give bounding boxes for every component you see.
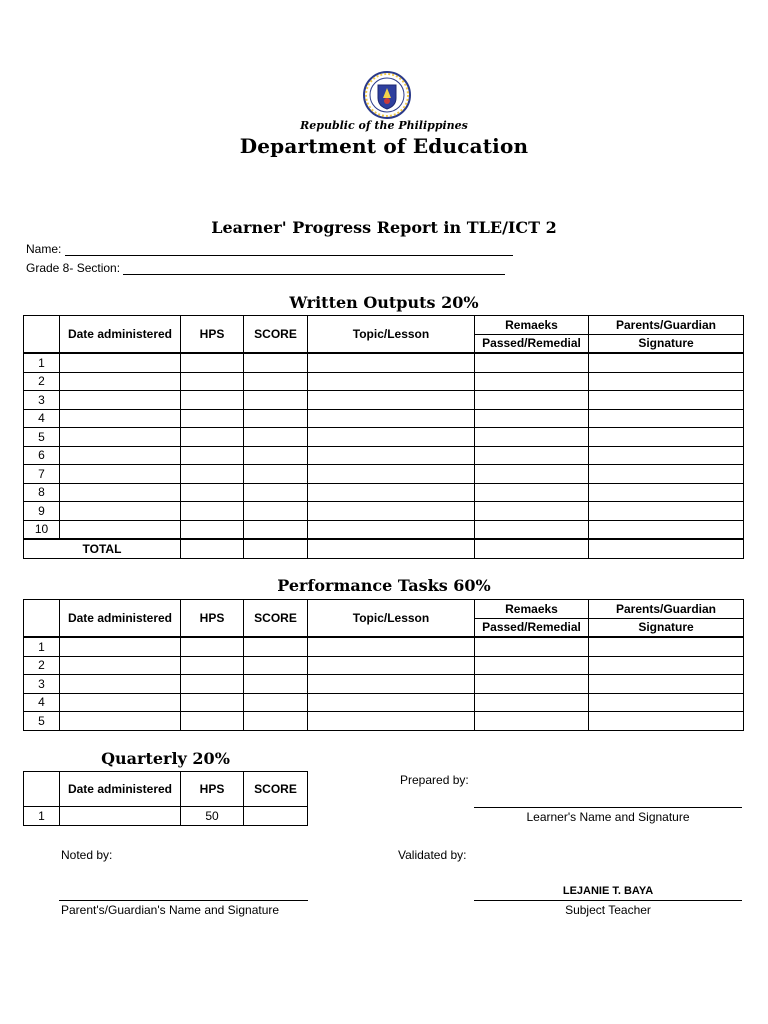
header-topic: Topic/Lesson (308, 316, 475, 354)
remarks-cell[interactable] (475, 391, 589, 410)
name-field-row (26, 242, 513, 256)
score-cell[interactable] (244, 372, 308, 391)
teacher-role: Subject Teacher (565, 903, 651, 917)
header-remarks-sub: Passed/Remedial (475, 618, 589, 637)
table-row (24, 502, 744, 521)
remarks-cell[interactable] (475, 353, 589, 372)
total-score-cell[interactable] (244, 539, 308, 558)
learner-signature-line[interactable] (474, 807, 742, 808)
total-topic-cell[interactable] (308, 539, 475, 558)
score-cell[interactable] (244, 712, 308, 731)
header-score: SCORE (244, 316, 308, 354)
topic-cell[interactable] (308, 637, 475, 656)
date-cell[interactable] (60, 428, 181, 447)
header-remarks: Remaeks (475, 600, 589, 619)
header-parents-sub: Signature (589, 334, 744, 353)
topic-cell[interactable] (308, 372, 475, 391)
header-parents: Parents/Guardian (589, 316, 744, 335)
written-outputs-title: Written Outputs 20% (289, 293, 479, 312)
noted-by-label: Noted by: (61, 848, 113, 862)
topic-cell[interactable] (308, 693, 475, 712)
header-blank (24, 772, 60, 807)
performance-tasks-table (23, 599, 744, 731)
name-field[interactable] (65, 244, 513, 256)
table-row (24, 428, 744, 447)
row-number: 6 (24, 446, 60, 465)
hps-cell[interactable] (181, 693, 244, 712)
score-cell[interactable] (244, 446, 308, 465)
date-cell[interactable] (60, 353, 181, 372)
signature-cell[interactable] (589, 409, 744, 428)
topic-cell[interactable] (308, 675, 475, 694)
score-cell[interactable] (244, 428, 308, 447)
remarks-cell[interactable] (475, 656, 589, 675)
date-cell[interactable] (60, 446, 181, 465)
row-number: 1 (24, 353, 60, 372)
topic-cell[interactable] (308, 502, 475, 521)
table-row (24, 675, 744, 694)
topic-cell[interactable] (308, 656, 475, 675)
score-cell[interactable] (244, 656, 308, 675)
header-blank (24, 316, 60, 354)
score-cell[interactable] (244, 502, 308, 521)
header-topic: Topic/Lesson (308, 600, 475, 638)
hps-cell[interactable] (181, 637, 244, 656)
table-row (24, 483, 744, 502)
row-number: 9 (24, 502, 60, 521)
date-cell[interactable] (60, 656, 181, 675)
topic-cell[interactable] (308, 446, 475, 465)
score-cell[interactable] (244, 483, 308, 502)
signature-cell[interactable] (589, 520, 744, 539)
remarks-cell[interactable] (475, 372, 589, 391)
date-cell[interactable] (60, 409, 181, 428)
grade-section-field[interactable] (123, 263, 505, 275)
signature-cell[interactable] (589, 637, 744, 656)
date-cell[interactable] (60, 372, 181, 391)
table-row (24, 353, 744, 372)
score-cell[interactable] (244, 520, 308, 539)
header-date: Date administered (60, 600, 181, 638)
topic-cell[interactable] (308, 520, 475, 539)
header-hps: HPS (181, 600, 244, 638)
remarks-cell[interactable] (475, 520, 589, 539)
hps-cell[interactable] (181, 502, 244, 521)
parent-signature-line[interactable] (59, 900, 308, 901)
parent-signature-caption: Parent's/Guardian's Name and Signature (61, 903, 280, 917)
row-number: 4 (24, 693, 60, 712)
remarks-cell[interactable] (475, 428, 589, 447)
learner-signature-caption: Learner's Name and Signature (526, 810, 690, 824)
total-hps-cell[interactable] (181, 539, 244, 558)
hps-cell[interactable] (181, 483, 244, 502)
row-number: 5 (24, 428, 60, 447)
row-number: 4 (24, 409, 60, 428)
table-row (24, 520, 744, 539)
grade-field-row (26, 261, 505, 275)
hps-cell[interactable] (181, 520, 244, 539)
topic-cell[interactable] (308, 428, 475, 447)
row-number: 3 (24, 675, 60, 694)
signature-cell[interactable] (589, 391, 744, 410)
topic-cell[interactable] (308, 409, 475, 428)
table-row (24, 409, 744, 428)
total-label: TOTAL (24, 539, 181, 558)
header-date: Date administered (60, 772, 181, 807)
table-row (24, 712, 744, 731)
prepared-by-label: Prepared by: (400, 773, 469, 787)
header-score: SCORE (244, 772, 308, 807)
row-number: 2 (24, 372, 60, 391)
header-parents-sub: Signature (589, 618, 744, 637)
hps-cell[interactable] (181, 675, 244, 694)
name-label: Name: (26, 242, 62, 256)
hps-cell[interactable] (181, 428, 244, 447)
signature-cell[interactable] (589, 465, 744, 484)
remarks-cell[interactable] (475, 483, 589, 502)
date-cell[interactable] (60, 502, 181, 521)
performance-tasks-title: Performance Tasks 60% (277, 576, 491, 595)
signature-cell[interactable] (589, 502, 744, 521)
total-signature-cell[interactable] (589, 539, 744, 558)
quarterly-title: Quarterly 20% (101, 749, 230, 768)
table-row (24, 391, 744, 410)
header-remarks: Remaeks (475, 316, 589, 335)
validated-by-label: Validated by: (398, 848, 467, 862)
row-number: 2 (24, 656, 60, 675)
row-number: 7 (24, 465, 60, 484)
hps-cell[interactable] (181, 353, 244, 372)
department-heading: Department of Education (239, 134, 529, 158)
header-parents: Parents/Guardian (589, 600, 744, 619)
date-cell[interactable] (60, 465, 181, 484)
table-row (24, 637, 744, 656)
date-cell[interactable] (60, 483, 181, 502)
quarterly-hps-value: 50 (181, 807, 244, 826)
date-cell[interactable] (60, 391, 181, 410)
hps-cell[interactable] (181, 409, 244, 428)
date-cell[interactable] (60, 675, 181, 694)
table-row (24, 656, 744, 675)
remarks-cell[interactable] (475, 675, 589, 694)
quarterly-date-cell[interactable] (60, 807, 181, 826)
score-cell[interactable] (244, 409, 308, 428)
date-cell[interactable] (60, 693, 181, 712)
row-number: 10 (24, 520, 60, 539)
topic-cell[interactable] (308, 391, 475, 410)
remarks-cell[interactable] (475, 502, 589, 521)
signature-cell[interactable] (589, 372, 744, 391)
score-cell[interactable] (244, 391, 308, 410)
row-number: 1 (24, 807, 60, 826)
quarterly-score-cell[interactable] (244, 807, 308, 826)
hps-cell[interactable] (181, 465, 244, 484)
topic-cell[interactable] (308, 483, 475, 502)
remarks-cell[interactable] (475, 637, 589, 656)
signature-cell[interactable] (589, 446, 744, 465)
remarks-cell[interactable] (475, 409, 589, 428)
hps-cell[interactable] (181, 712, 244, 731)
date-cell[interactable] (60, 637, 181, 656)
signature-cell[interactable] (589, 353, 744, 372)
header-remarks-sub: Passed/Remedial (475, 334, 589, 353)
hps-cell[interactable] (181, 656, 244, 675)
row-number: 5 (24, 712, 60, 731)
grade-section-label: Grade 8- Section: (26, 261, 121, 275)
signature-cell[interactable] (589, 656, 744, 675)
score-cell[interactable] (244, 465, 308, 484)
score-cell[interactable] (244, 675, 308, 694)
signature-cell[interactable] (589, 675, 744, 694)
header-blank (24, 600, 60, 638)
remarks-cell[interactable] (475, 465, 589, 484)
signature-cell[interactable] (589, 483, 744, 502)
score-cell[interactable] (244, 693, 308, 712)
score-cell[interactable] (244, 637, 308, 656)
remarks-cell[interactable] (475, 446, 589, 465)
total-remarks-cell[interactable] (475, 539, 589, 558)
row-number: 3 (24, 391, 60, 410)
header-hps: HPS (181, 772, 244, 807)
table-row (24, 372, 744, 391)
topic-cell[interactable] (308, 712, 475, 731)
remarks-cell[interactable] (475, 712, 589, 731)
table-row (24, 693, 744, 712)
quarterly-table (23, 771, 308, 826)
written-outputs-table (23, 315, 744, 559)
remarks-cell[interactable] (475, 693, 589, 712)
teacher-name: LEJANIE T. BAYA (562, 885, 654, 897)
deped-seal-logo (362, 70, 412, 120)
date-cell[interactable] (60, 712, 181, 731)
hps-cell[interactable] (181, 446, 244, 465)
row-number: 1 (24, 637, 60, 656)
topic-cell[interactable] (308, 353, 475, 372)
signature-cell[interactable] (589, 693, 744, 712)
page-title: Learner' Progress Report in TLE/ICT 2 (211, 218, 557, 237)
hps-cell[interactable] (181, 391, 244, 410)
row-number: 8 (24, 483, 60, 502)
hps-cell[interactable] (181, 372, 244, 391)
date-cell[interactable] (60, 520, 181, 539)
header-date: Date administered (60, 316, 181, 354)
republic-heading: Republic of the Philippines (300, 119, 468, 132)
teacher-signature-line[interactable] (474, 900, 742, 901)
score-cell[interactable] (244, 353, 308, 372)
signature-cell[interactable] (589, 428, 744, 447)
signature-cell[interactable] (589, 712, 744, 731)
table-row (24, 446, 744, 465)
topic-cell[interactable] (308, 465, 475, 484)
header-hps: HPS (181, 316, 244, 354)
table-row (24, 465, 744, 484)
header-score: SCORE (244, 600, 308, 638)
